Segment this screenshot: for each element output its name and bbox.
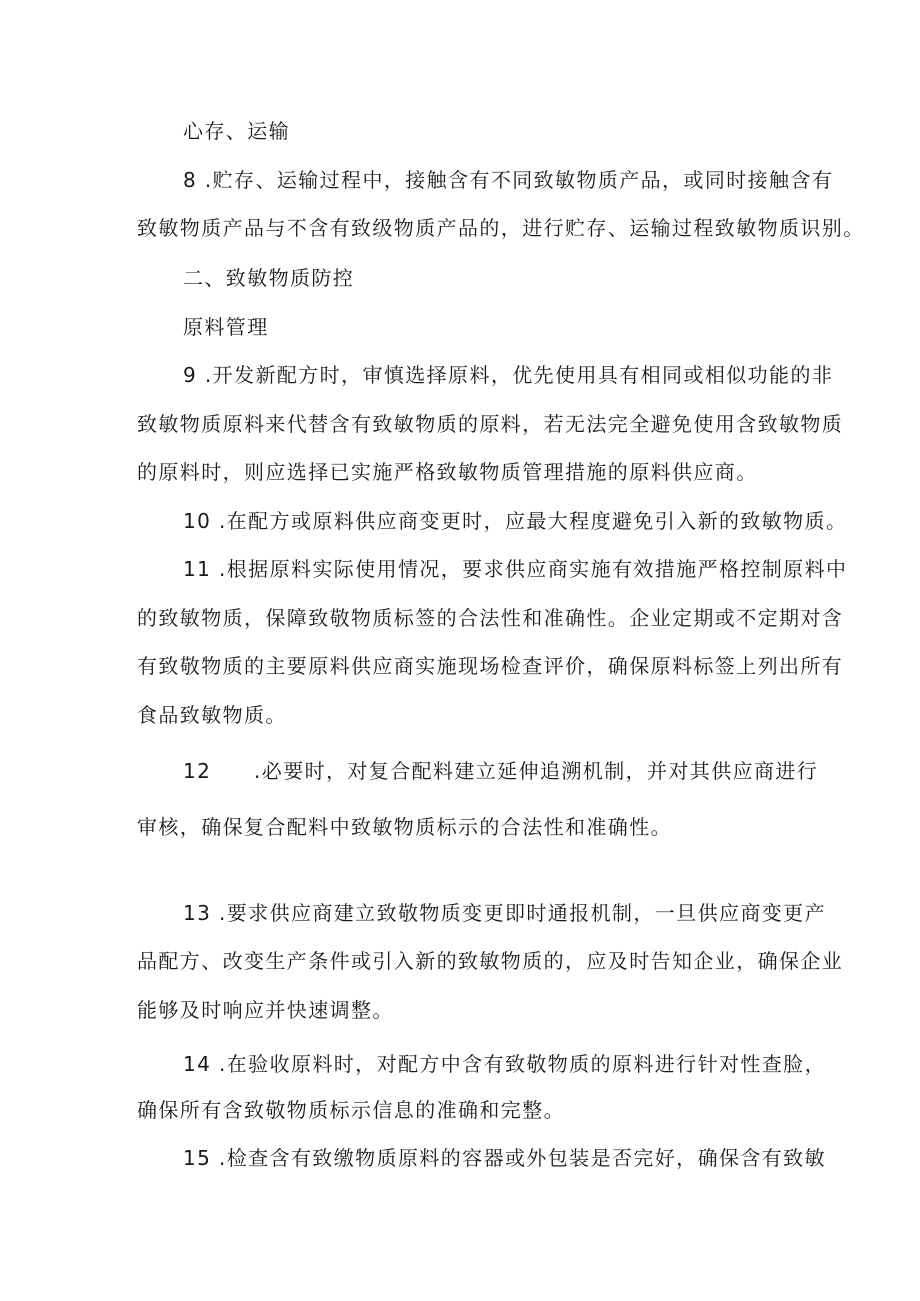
paragraph-14-line-1: 14 .在验收原料时，对配方中含有致敬物质的原料进行针对性查脸， [183,1052,826,1076]
paragraph-13-line-2: 品配方、改变生产条件或引入新的致敏物质的，应及时告知企业，确保企业 [137,949,844,973]
subheading-storage-transport: 心存、运输 [183,119,290,143]
paragraph-11-line-1: 11 .根据原料实际使用情况，要求供应商实施有效措施严格控制原料中 [183,557,848,581]
paragraph-9-line-3: 的原料时，则应选择已实施严格致敏物质管理措施的原料供应商。 [137,460,758,484]
section-heading-allergen-control: 二、致敏物质防控 [183,266,355,290]
paragraph-15-line-1: 15 .检查含有致缴物质原料的容器或外包装是否完好，确保含有致敏 [183,1146,826,1170]
paragraph-9-line-2: 致敏物质原料来代替含有致敏物质的原料，若无法完全避免使用含致敏物质 [137,412,844,436]
paragraph-12-line-2: 审核，确保复合配料中致敏物质标示的合法性和准确性。 [137,815,672,839]
paragraph-8-line-2: 致敏物质产品与不含有致级物质产品的，进行贮存、运输过程致敏物质识别。 [137,216,865,240]
paragraph-12-line-1: 12 .必要时，对复合配料建立延伸追溯机制，并对其供应商进行 [183,759,819,783]
subheading-raw-material-management: 原料管理 [183,315,269,339]
paragraph-10: 10 .在配方或原料供应商变更时，应最大程度避免引入新的致敏物质。 [183,509,848,533]
paragraph-11-line-2: 的致敏物质，保障致敬物质标签的合法性和准确性。企业定期或不定期对含 [137,606,844,630]
paragraph-11-line-4: 食品致敏物质。 [137,703,287,727]
paragraph-8-line-1: 8 .贮存、运输过程中，接触含有不同致敏物质产品，或同时接触含有 [183,168,834,192]
paragraph-11-line-3: 有致敬物质的主要原料供应商实施现场检查评价，确保原料标签上列出所有 [137,654,844,678]
paragraph-13-line-3: 能够及时响应并快速调整。 [137,998,394,1022]
paragraph-13-line-1: 13 .要求供应商建立致敬物质变更即时通报机制，一旦供应商变更产 [183,901,826,925]
paragraph-9-line-1: 9 .开发新配方时，审慎选择原料，优先使用具有相同或相似功能的非 [183,363,834,387]
paragraph-14-line-2: 确保所有含致敬物质标示信息的准确和完整。 [137,1098,565,1122]
